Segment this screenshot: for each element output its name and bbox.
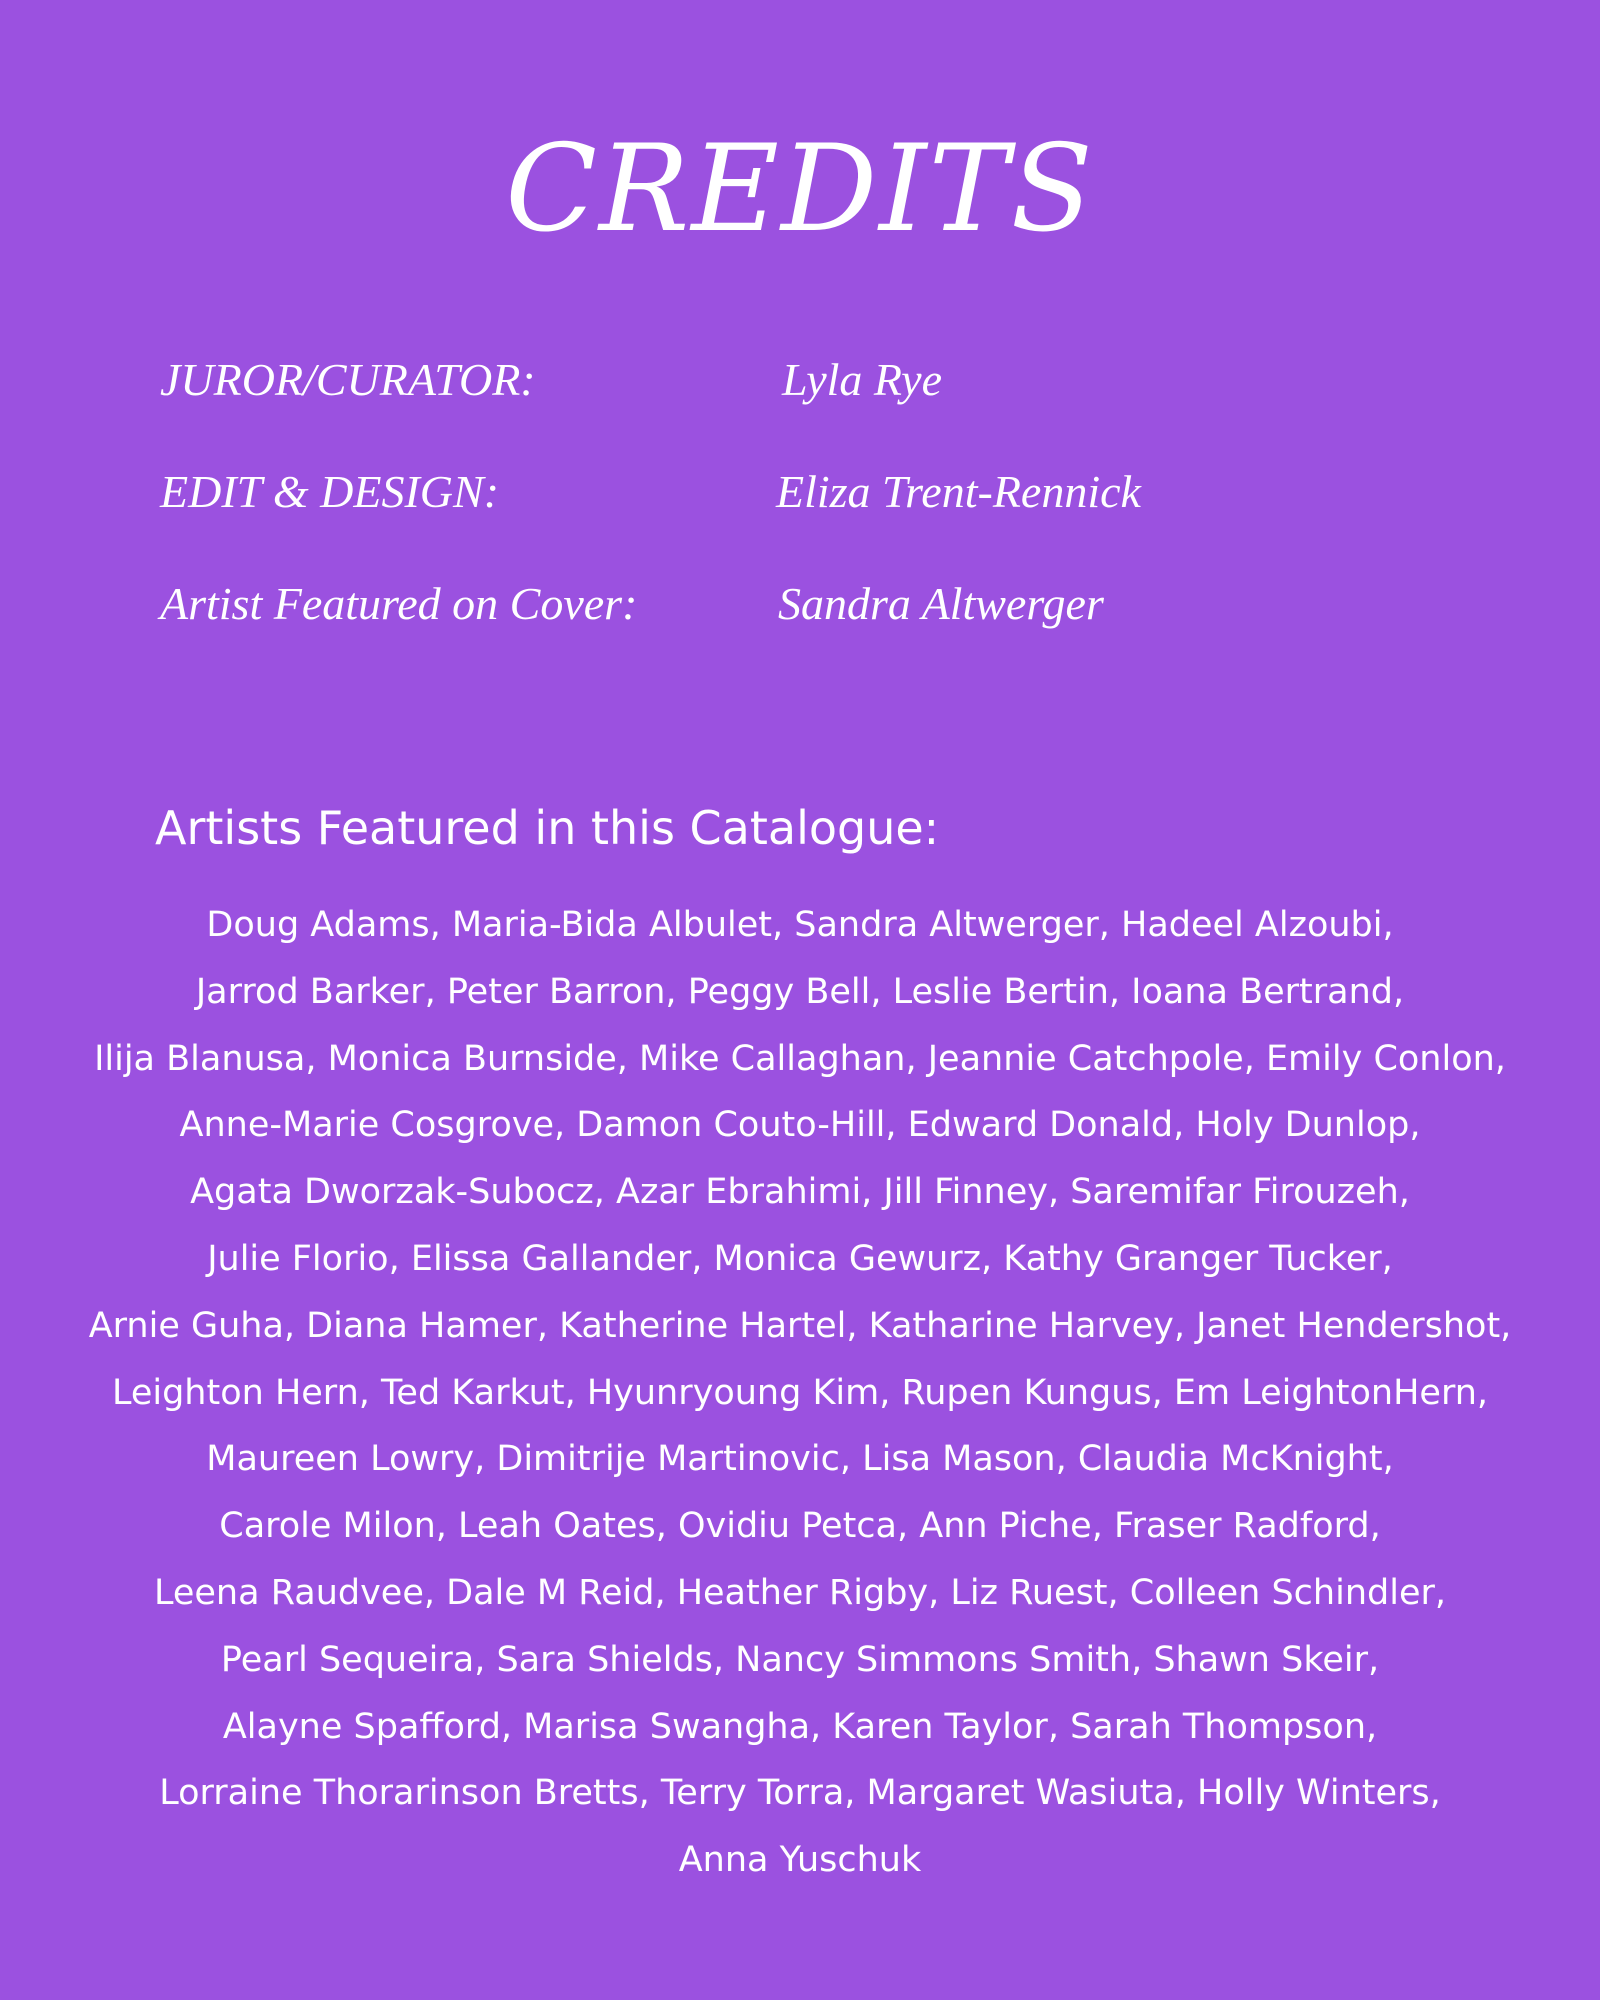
artist-line: Doug Adams, Maria-Bida Albulet, Sandra Altwerger, Hadeel Alzoubi,: [206, 905, 1394, 945]
artist-line: Jarrod Barker, Peter Barron, Peggy Bell, Leslie Bertin, Ioana Bertrand,: [195, 971, 1405, 1012]
credit-name: Sandra Altwerger: [778, 578, 1104, 629]
artist-line: Leighton Hern, Ted Karkut, Hyunryoung Kim, Rupen Kungus, Em LeightonHern,: [111, 1372, 1489, 1413]
artist-line: Lorraine Thorarinson Bretts, Terry Torra, Margaret Wasiuta, Holly Winters,: [159, 1773, 1441, 1814]
artists-list: [40, 892, 1560, 1894]
credit-role: Artist Featured on Cover:: [160, 578, 638, 629]
artist-line: Julie Florio, Elissa Gallander, Monica Gewurz, Kathy Granger Tucker,: [207, 1238, 1393, 1279]
credit-name: Eliza Trent-Rennick: [776, 466, 1141, 517]
artist-line: Carole Milon, Leah Oates, Ovidiu Petca, Ann Piche, Fraser Radford,: [219, 1506, 1381, 1547]
page-title: CREDITS: [505, 120, 1095, 259]
credit-row-edit-design: [160, 462, 1460, 522]
artist-line: Arnie Guha, Diana Hamer, Katherine Hartel, Katharine Harvey, Janet Hendershot,: [88, 1305, 1512, 1346]
credit-role: JUROR/CURATOR:: [160, 354, 536, 405]
artist-line: Anna Yuschuk: [678, 1840, 922, 1881]
artist-line: Alayne Spafford, Marisa Swangha, Karen Taylor, Sarah Thompson,: [222, 1706, 1378, 1747]
artist-line: Pearl Sequeira, Sara Shields, Nancy Simmons Smith, Shawn Skeir,: [220, 1639, 1380, 1680]
artist-line: Leena Raudvee, Dale M Reid, Heather Rigby, Liz Ruest, Colleen Schindler,: [153, 1572, 1446, 1613]
credit-name: Lyla Rye: [782, 354, 943, 405]
artist-line: Anne-Marie Cosgrove, Damon Couto-Hill, Edward Donald, Holy Dunlop,: [179, 1105, 1421, 1146]
credit-row-juror: [160, 350, 1460, 410]
artists-heading: Artists Featured in this Catalogue:: [155, 801, 940, 855]
artist-line: Ilija Blanusa, Monica Burnside, Mike Callaghan, Jeannie Catchpole, Emily Conlon,: [94, 1038, 1506, 1079]
credit-row-cover-artist: [160, 574, 1460, 634]
artist-line: Maureen Lowry, Dimitrije Martinovic, Lisa Mason, Claudia McKnight,: [206, 1439, 1394, 1480]
credit-role: EDIT & DESIGN:: [160, 466, 500, 517]
artist-line: Agata Dworzak-Subocz, Azar Ebrahimi, Jill Finney, Saremifar Firouzeh,: [190, 1172, 1410, 1213]
